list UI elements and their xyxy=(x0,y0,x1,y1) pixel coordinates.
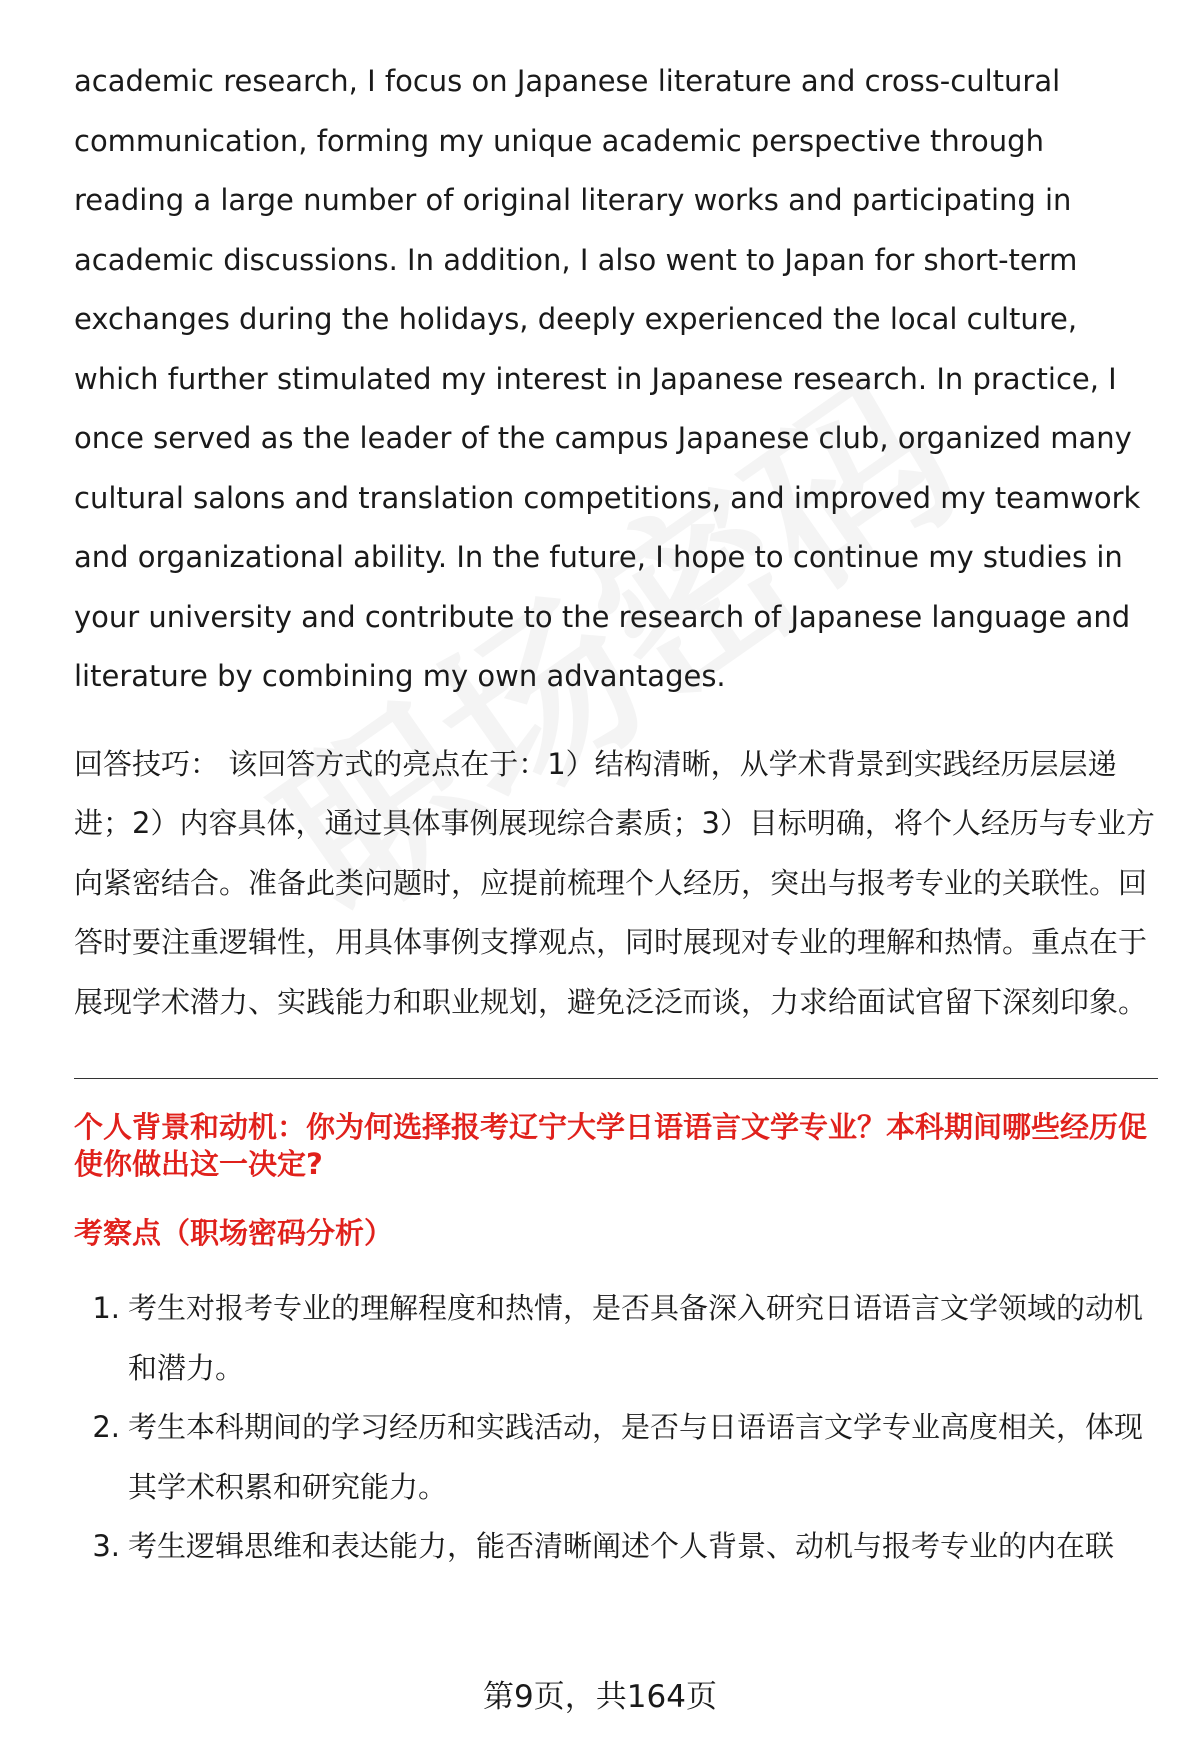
page-content xyxy=(74,52,1158,1577)
tips-label: 回答技巧： xyxy=(74,746,220,781)
points-list xyxy=(74,1279,1158,1577)
list-item-number: 1. xyxy=(92,1291,120,1325)
list-item xyxy=(74,1398,1158,1517)
list-item-number: 2. xyxy=(92,1410,120,1444)
tips-text: 该回答方式的亮点在于：1）结构清晰，从学术背景到实践经历层层递进；2）内容具体，通过具体事例展现综合素质；3）目标明确，将个人经历与专业方向紧密结合。准备此类问题时，应提前梳理个人经历，突出与报考专业的关联性。回答时要注重逻辑性，用具体事例支撑观点，同时展现对专业的理解和热情。重点在于展现学术潜力、实践能力和职业规划，避免泛泛而谈，力求给面试官留下深刻印象。 xyxy=(74,746,1155,1019)
section-divider xyxy=(74,1078,1158,1079)
section-label: 考察点（职场密码分析） xyxy=(74,1216,394,1250)
list-item-number: 3. xyxy=(92,1529,120,1563)
answer-paragraph: academic research, I focus on Japanese literature and cross-cultural communication, forming my unique academic perspective through reading a large number of original literary works and participating in academic discussions. In addition, I also went to Japan for short-term exchanges during the holidays, deeply experienced the local culture, which further stimulated my interest in Japanese research. In practice, I once served as the leader of the campus Japanese club, organized many cultural salons and translation competitions, and improved my teamwork and organizational ability. In the future, I hope to continue my studies in your university and contribute to the research of Japanese language and literature by combining my own advantages. xyxy=(74,64,1141,693)
list-item xyxy=(74,1517,1158,1577)
page-footer: 第9页，共164页 xyxy=(483,1679,717,1715)
list-item-text: 考生对报考专业的理解程度和热情，是否具备深入研究日语语言文学领域的动机和潜力。 xyxy=(128,1291,1144,1385)
question-heading: 个人背景和动机：你为何选择报考辽宁大学日语语言文学专业？本科期间哪些经历促使你做出这一决定? xyxy=(74,1110,1148,1181)
tips-paragraph xyxy=(74,735,1158,1033)
list-item-text: 考生本科期间的学习经历和实践活动，是否与日语语言文学专业高度相关，体现其学术积累和研究能力。 xyxy=(128,1410,1144,1504)
list-item-text: 考生逻辑思维和表达能力，能否清晰阐述个人背景、动机与报考专业的内在联 xyxy=(128,1529,1115,1563)
list-item xyxy=(74,1279,1158,1398)
